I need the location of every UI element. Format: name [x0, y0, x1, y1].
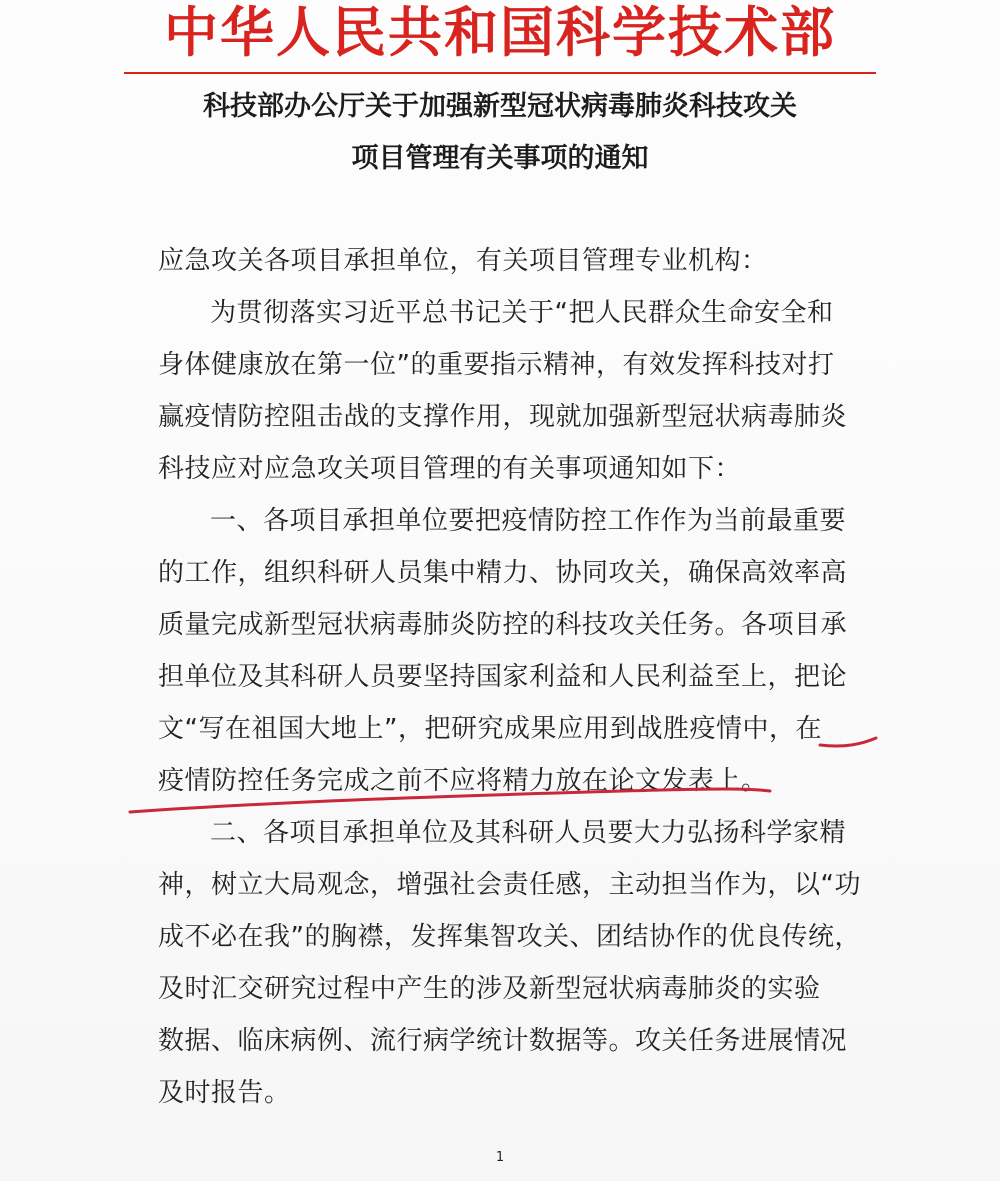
item-one-highlighted-line: 疫情防控任务完成之前不应将精力放在论文发表上。	[158, 766, 768, 796]
item-one-line: 一、各项目承担单位要把疫情防控工作作为当前最重要	[210, 506, 847, 536]
item-two-line: 二、各项目承担单位及其科研人员要大力弘扬科学家精	[210, 818, 847, 848]
item-one-line: 文“写在祖国大地上”，把研究成果应用到战胜疫情中，在	[158, 714, 822, 744]
item-two-line: 及时汇交研究过程中产生的涉及新型冠状病毒肺炎的实验	[158, 974, 821, 1004]
item-two-line: 神，树立大局观念，增强社会责任感，主动担当作为，以“功	[158, 870, 861, 900]
document-title-line-2: 项目管理有关事项的通知	[351, 143, 649, 174]
page-number: 1	[495, 1150, 505, 1165]
item-one-line: 质量完成新型冠状病毒肺炎防控的科技攻关任务。各项目承	[158, 610, 848, 640]
paragraph-intro-line: 为贯彻落实习近平总书记关于“把人民群众生命安全和	[210, 298, 834, 328]
document-title-line-1: 科技部办公厅关于加强新型冠状病毒肺炎科技攻关	[203, 91, 797, 122]
item-two-line: 数据、临床病例、流行病学统计数据等。攻关任务进展情况	[158, 1026, 848, 1056]
item-one-line: 的工作，组织科研人员集中精力、协同攻关，确保高效率高	[158, 558, 848, 588]
header-organization-name: 中华人民共和国科学技术部	[164, 0, 836, 64]
paragraph-intro-line: 身体健康放在第一位”的重要指示精神，有效发挥科技对打	[158, 350, 835, 380]
item-one-line: 担单位及其科研人员要坚持国家利益和人民利益至上，把论	[158, 662, 848, 692]
paragraph-intro-line: 科技应对应急攻关项目管理的有关事项通知如下：	[158, 454, 742, 484]
item-two-line: 及时报告。	[158, 1078, 291, 1108]
header-red-rule	[124, 72, 876, 74]
item-two-line: 成不必在我”的胸襟，发挥集智攻关、团结协作的优良传统，	[158, 922, 861, 952]
pen-underline-stroke-upper	[820, 738, 876, 746]
salutation: 应急攻关各项目承担单位，有关项目管理专业机构：	[158, 246, 768, 276]
paragraph-intro-line: 赢疫情防控阻击战的支撑作用，现就加强新型冠状病毒肺炎	[158, 402, 848, 432]
